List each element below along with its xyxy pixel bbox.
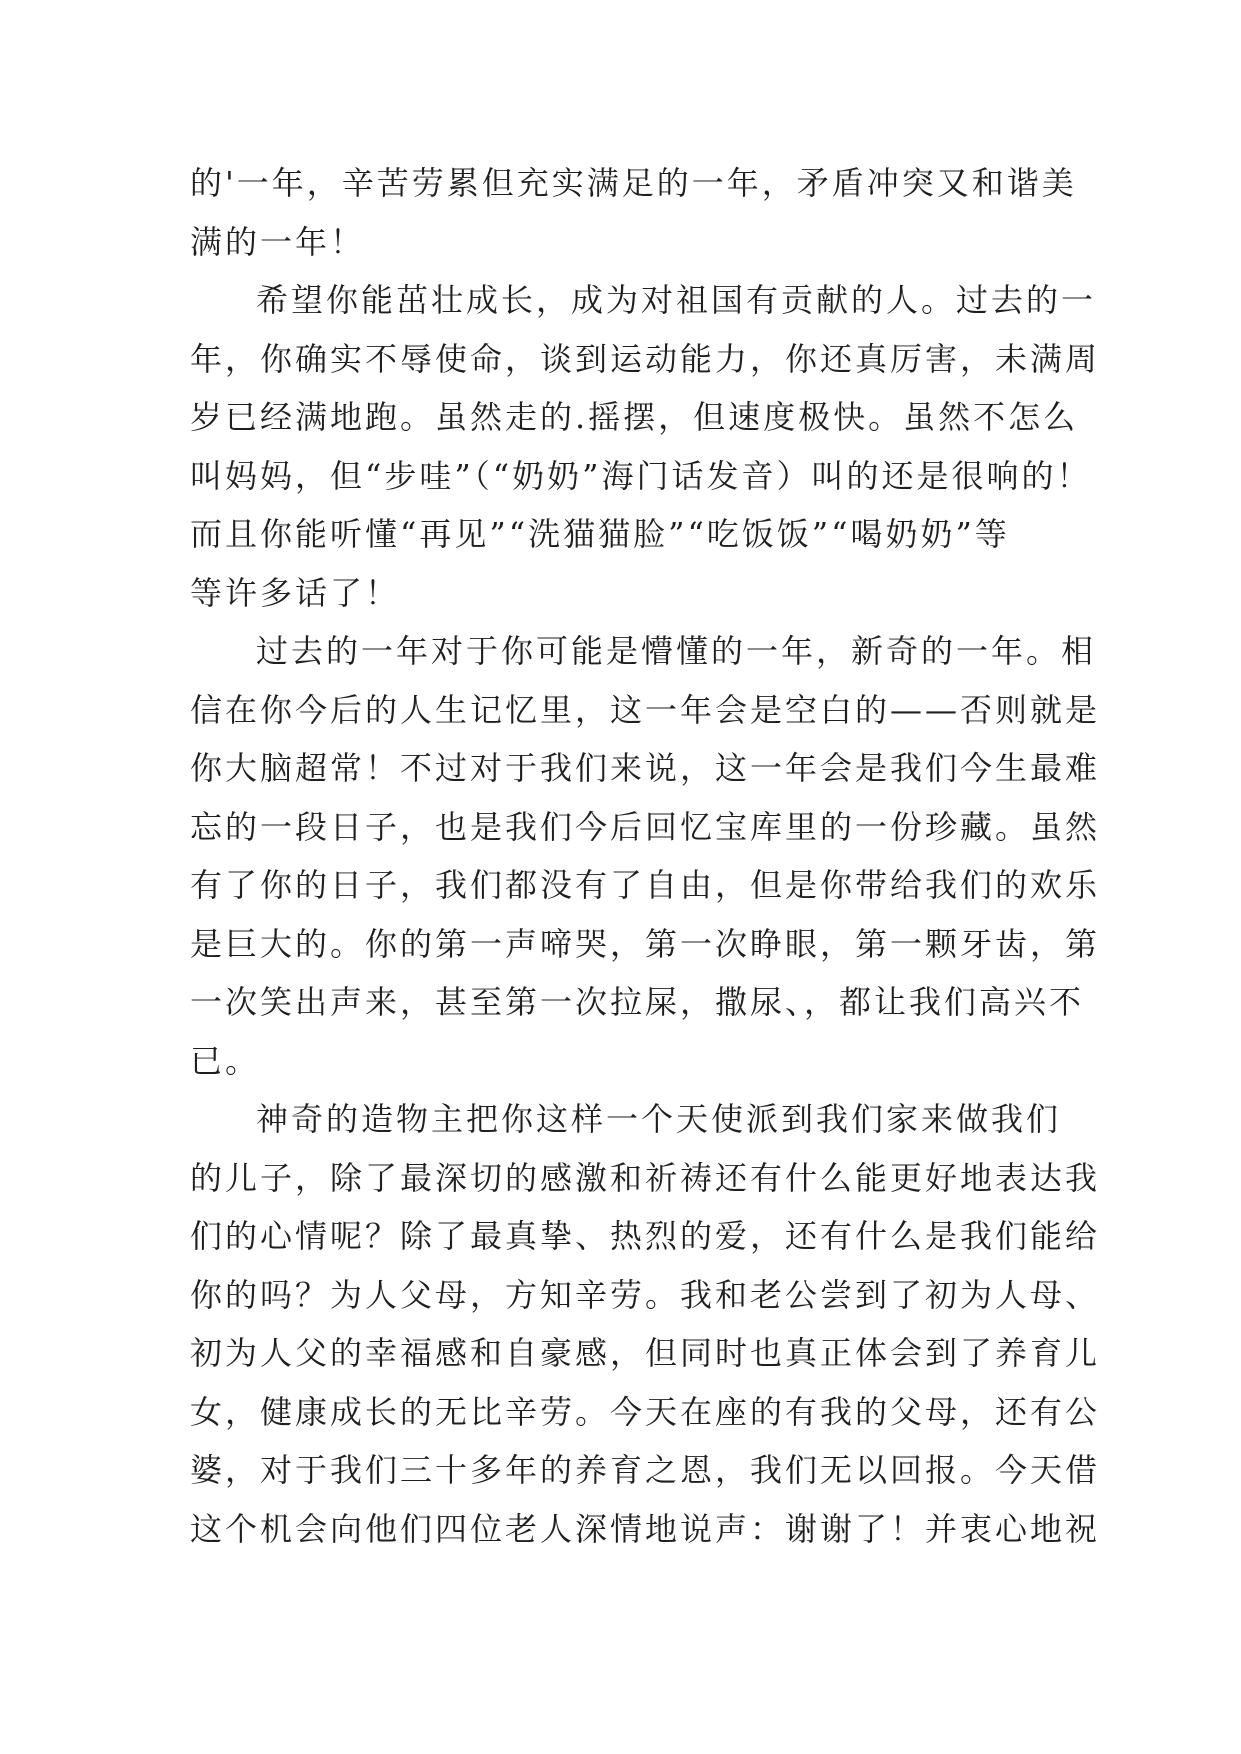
paragraph-first-line: 过去的一年对于你可能是懵懂的一年，新奇的一年。相: [256, 632, 1097, 670]
text-line: 女，健康成长的无比辛劳。今天在座的有我的父母，还有公: [190, 1392, 1101, 1431]
text-line: 满的一年！: [190, 222, 366, 261]
paragraph-first-line: 希望你能茁壮成长，成为对祖国有贡献的人。过去的一: [256, 281, 1097, 319]
text-line: 等许多话了！: [190, 573, 401, 612]
text-line: 而且你能听懂“再见”“洗猫猫脸”“吃饭饭”“喝奶奶”等: [190, 515, 1010, 553]
text-line: 岁已经满地跑。虽然走的.摇摆，但速度极快。虽然不怎么: [190, 398, 1079, 436]
text-line: 的儿子，除了最深切的感激和祈祷还有什么能更好地表达我: [190, 1158, 1101, 1197]
text-line: 有了你的日子，我们都没有了自由，但是你带给我们的欢乐: [190, 866, 1101, 904]
text-line: 是巨大的。你的第一声啼哭，第一次睁眼，第一颗牙齿，第: [190, 924, 1101, 963]
text-line: 叫妈妈，但“步哇”（“奶奶”海门话发音）叫的还是很响的！: [190, 456, 1092, 495]
text-line: 年，你确实不辱使命，谈到运动能力，你还真厉害，未满周: [190, 339, 1101, 378]
text-line: 已。: [190, 1041, 261, 1080]
text-line: 一次笑出声来，甚至第一次拉屎，撒尿、，都让我们高兴不: [190, 983, 1085, 1021]
text-line: 你的吗？为人父母，方知辛劳。我和老公尝到了初为人母、: [190, 1275, 1101, 1314]
text-line: 婆，对于我们三十多年的养育之恩，我们无以回报。今天借: [190, 1451, 1101, 1489]
text-line: 信在你今后的人生记忆里，这一年会是空白的——否则就是: [190, 690, 1101, 729]
text-line: 初为人父的幸福感和自豪感，但同时也真正体会到了养育儿: [190, 1334, 1101, 1372]
document-body: [190, 154, 1101, 1558]
text-line: 忘的一段日子，也是我们今后回忆宝库里的一份珍藏。虽然: [190, 807, 1101, 846]
text-line: 的'一年，辛苦劳累但充实满足的一年，矛盾冲突又和谐美: [190, 164, 1077, 202]
text-line: 们的心情呢？除了最真挚、热烈的爱，还有什么是我们能给: [190, 1217, 1101, 1255]
text-line: 你大脑超常！不过对于我们来说，这一年会是我们今生最难: [190, 749, 1101, 787]
paragraph-first-line: 神奇的造物主把你这样一个天使派到我们家来做我们: [256, 1100, 1062, 1138]
text-line: 这个机会向他们四位老人深情地说声：谢谢了！并衷心地祝: [190, 1509, 1101, 1548]
